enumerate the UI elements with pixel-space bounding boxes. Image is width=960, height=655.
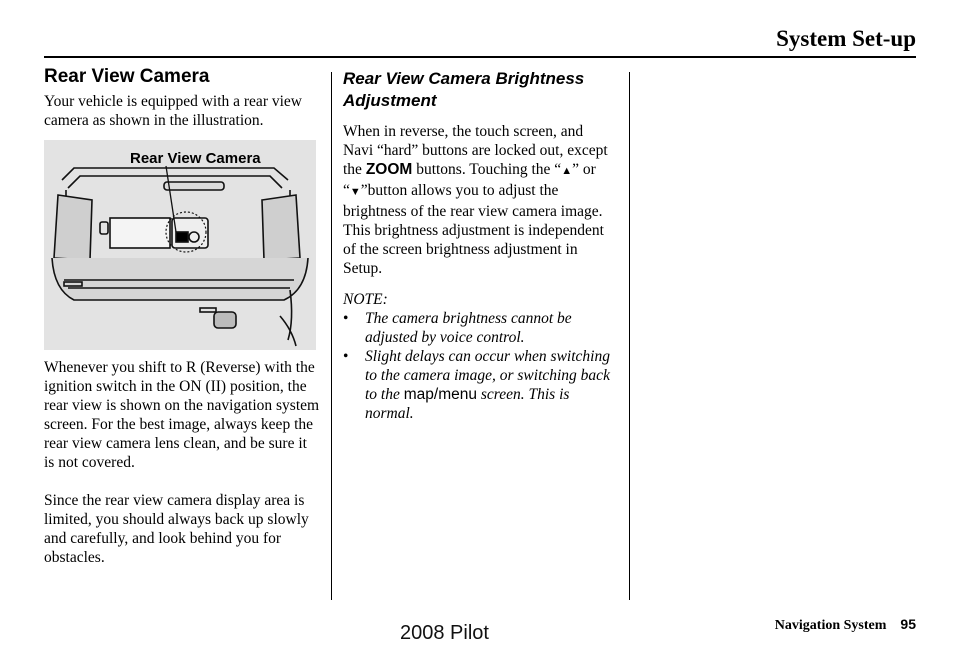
zoom-button-label: ZOOM — [365, 161, 413, 178]
column-divider-right — [629, 72, 630, 600]
note-item: • The camera brightness cannot be adjusted by voice control. — [343, 309, 613, 347]
triangle-up-icon: ▲ — [561, 165, 573, 177]
page-header-title: System Set-up — [776, 26, 916, 51]
shift-reverse-paragraph: Whenever you shift to R (Reverse) with the ignition switch in the ON (II) position, the rear view is shown on the navigation system screen. For the best image, always keep the rear view camera lens clean, and be sure it is not covered. — [44, 359, 320, 471]
subsection-heading: Rear View Camera Brightness Adjustment — [343, 69, 585, 110]
left-column — [44, 66, 320, 567]
brightness-paragraph — [343, 122, 613, 278]
footer-system-label: Navigation System — [774, 618, 887, 633]
section-heading: Rear View Camera — [44, 66, 210, 87]
brightness-text-2: buttons. Touching the “ — [412, 161, 562, 178]
vehicle-rear-drawing — [44, 140, 316, 350]
display-area-paragraph: Since the rear view camera display area is limited, you should always back up slowly and carefully, and look behind you for obstacles. — [44, 492, 309, 566]
note-item — [343, 347, 613, 423]
brightness-text-4: ”button allows you to adjust the brightness of the rear view camera image. This brightness adjustment is independent of the screen brightness adjustment in Setup. — [343, 182, 604, 277]
map-menu-label: map/menu — [403, 386, 477, 403]
triangle-down-icon: ▼ — [349, 186, 361, 198]
page-footer — [775, 616, 916, 634]
note2-text-2: screen. This is normal. — [365, 386, 570, 422]
intro-paragraph: Your vehicle is equipped with a rear view camera as shown in the illustration. — [44, 93, 302, 129]
middle-column — [343, 68, 613, 423]
page-number: 95 — [900, 616, 916, 632]
note2-text-1: Slight delays can occur when switching to the camera image, or switching back to the — [365, 348, 610, 403]
notes-list — [343, 309, 613, 423]
watermark-text: 2008 Pilot — [400, 622, 489, 644]
brightness-text-1: When in reverse, the touch screen, and Navi “hard” buttons are locked out, except the — [343, 123, 608, 178]
note-label: NOTE: — [343, 291, 388, 308]
rear-camera-illustration — [44, 140, 316, 350]
header-rule — [44, 56, 916, 58]
column-divider-left — [331, 72, 332, 600]
brightness-text-3: ” or “ — [343, 161, 596, 199]
figure-callout-label: Rear View Camera — [130, 150, 261, 167]
